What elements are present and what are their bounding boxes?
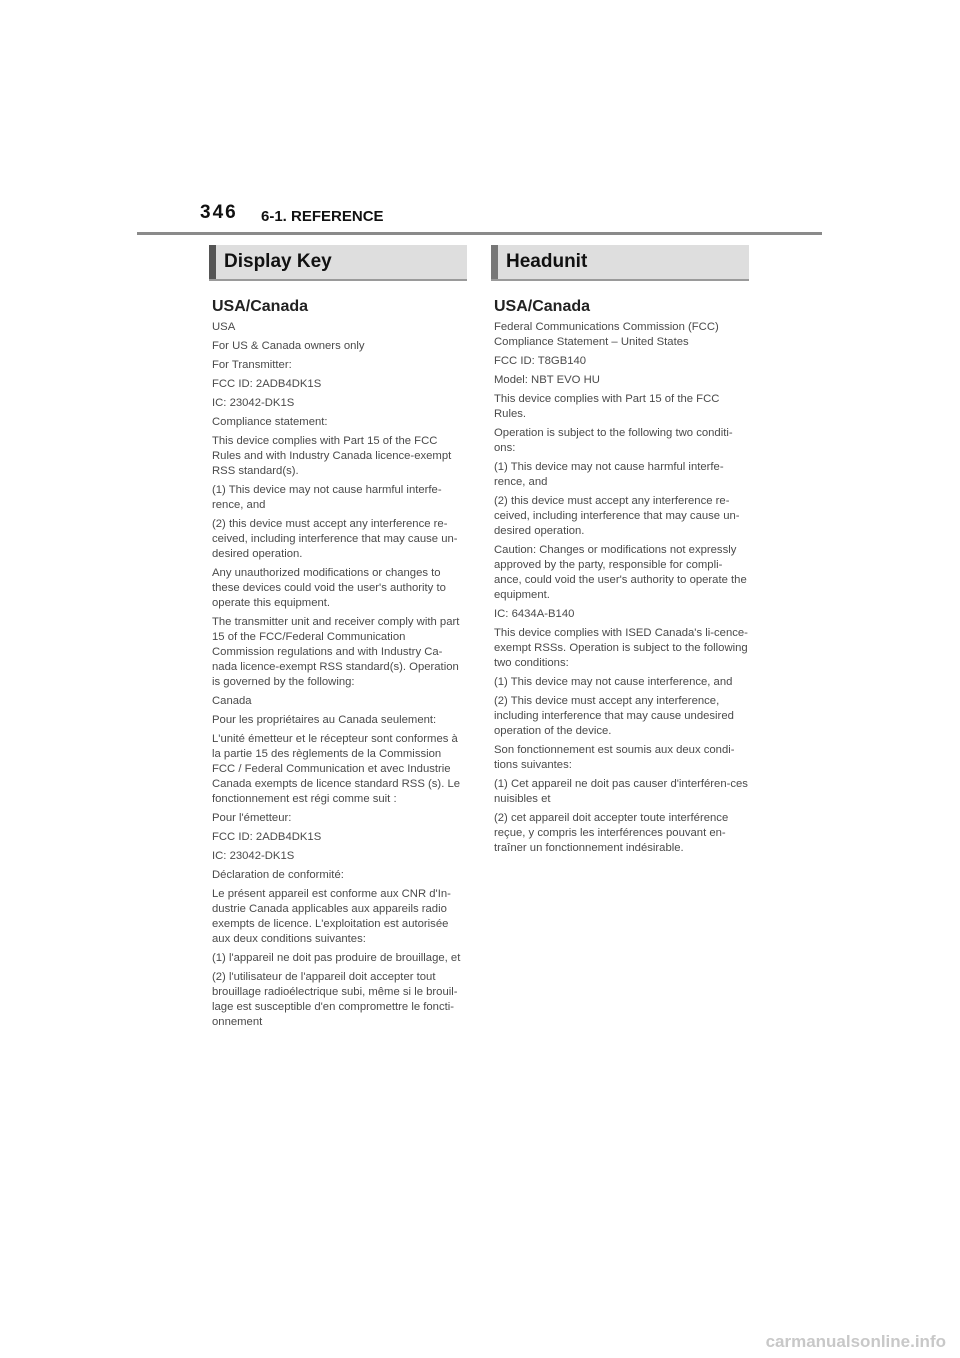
paragraph: This device complies with Part 15 of the FCC Rules. (494, 393, 720, 420)
paragraph: (1) Cet appareil ne doit pas causer d'interféren-ces nuisibles et (494, 778, 748, 805)
paragraph: This device complies with ISED Canada's li-cence-exempt RSSs. Operation is subject to the following two conditions: (494, 627, 748, 669)
paragraph: Pour l'émetteur: (212, 812, 292, 824)
left-subheading: USA/Canada (212, 298, 309, 315)
paragraph: This device complies with Part 15 of the FCC Rules and with Industry Canada licence-exempt RSS standard(s). (212, 435, 452, 477)
right-column (491, 245, 749, 860)
paragraph: Model: NBT EVO HU (494, 374, 600, 386)
paragraph: (2) cet appareil doit accepter toute interférence reçue, y compris les interférences pouvant en-traîner un fonctionnement indésirable. (494, 812, 729, 854)
paragraph: (2) This device must accept any interference, including interference that may cause undesired operation of the device. (494, 695, 734, 737)
paragraph: (2) this device must accept any interference re-ceived, including interference that may cause un-desired operation. (494, 495, 740, 537)
paragraph: Canada (212, 695, 252, 707)
paragraph: Operation is subject to the following two conditi-ons: (494, 427, 733, 454)
paragraph: (2) l'utilisateur de l'appareil doit accepter tout brouillage radioélectrique subi, même si le brouil-lage est susceptible d'en compromettre le foncti-onnement (212, 971, 458, 1028)
watermark: carmanualsonline.info (765, 1332, 946, 1351)
paragraph: FCC ID: 2ADB4DK1S (212, 831, 322, 843)
paragraph: USA (212, 321, 236, 333)
paragraph: Pour les propriétaires au Canada seulement: (212, 714, 437, 726)
paragraph: (1) This device may not cause harmful interfe-rence, and (212, 484, 442, 511)
left-paragraphs (212, 320, 467, 1030)
header-rule (137, 232, 822, 235)
paragraph: IC: 6434A-B140 (494, 608, 575, 620)
paragraph: Compliance statement: (212, 416, 328, 428)
left-column (209, 245, 467, 1034)
paragraph: Son fonctionnement est soumis aux deux condi-tions suivantes: (494, 744, 735, 771)
title-underline (209, 279, 467, 281)
page-number: 346 (200, 202, 238, 223)
display-key-title: Display Key (209, 245, 467, 279)
paragraph: (1) l'appareil ne doit pas produire de brouillage, et (212, 952, 461, 964)
paragraph: Federal Communications Commission (FCC) Compliance Statement – United States (494, 321, 719, 348)
title-underline (491, 279, 749, 281)
paragraph: (2) this device must accept any interference re-ceived, including interference that may cause un-desired operation. (212, 518, 458, 560)
paragraph: L'unité émetteur et le récepteur sont conformes à la partie 15 des règlements de la Commission FCC / Federal Communication et avec Industrie Canada exempts de licence standard RSS (s). Le fonctionnement est régi comme suit : (212, 733, 461, 805)
paragraph: IC: 23042-DK1S (212, 397, 295, 409)
paragraph: Caution: Changes or modifications not expressly approved by the party, responsible for compli-ance, could void the user's authority to operate the equipment. (494, 544, 747, 601)
paragraph: (1) This device may not cause harmful interfe-rence, and (494, 461, 724, 488)
paragraph: Déclaration de conformité: (212, 869, 344, 881)
paragraph: Le présent appareil est conforme aux CNR d'In-dustrie Canada applicables aux appareils radio exempts de licence. L'exploitation est autorisée aux deux conditions suivantes: (212, 888, 451, 945)
paragraph: Any unauthorized modifications or changes to these devices could void the user's authority to operate this equipment. (212, 567, 446, 609)
paragraph: FCC ID: T8GB140 (494, 355, 587, 367)
section-header: 6-1. REFERENCE (261, 208, 384, 225)
headunit-title: Headunit (491, 245, 749, 279)
paragraph: FCC ID: 2ADB4DK1S (212, 378, 322, 390)
right-paragraphs (494, 320, 749, 856)
right-subheading: USA/Canada (494, 298, 591, 315)
paragraph: IC: 23042-DK1S (212, 850, 295, 862)
paragraph: The transmitter unit and receiver comply with part 15 of the FCC/Federal Communication Commission regulations and with Industry Ca-nada licence-exempt RSS standard(s). Operation is governed by the following: (212, 616, 460, 688)
paragraph: For US & Canada owners only (212, 340, 365, 352)
paragraph: For Transmitter: (212, 359, 292, 371)
paragraph: (1) This device may not cause interference, and (494, 676, 733, 688)
